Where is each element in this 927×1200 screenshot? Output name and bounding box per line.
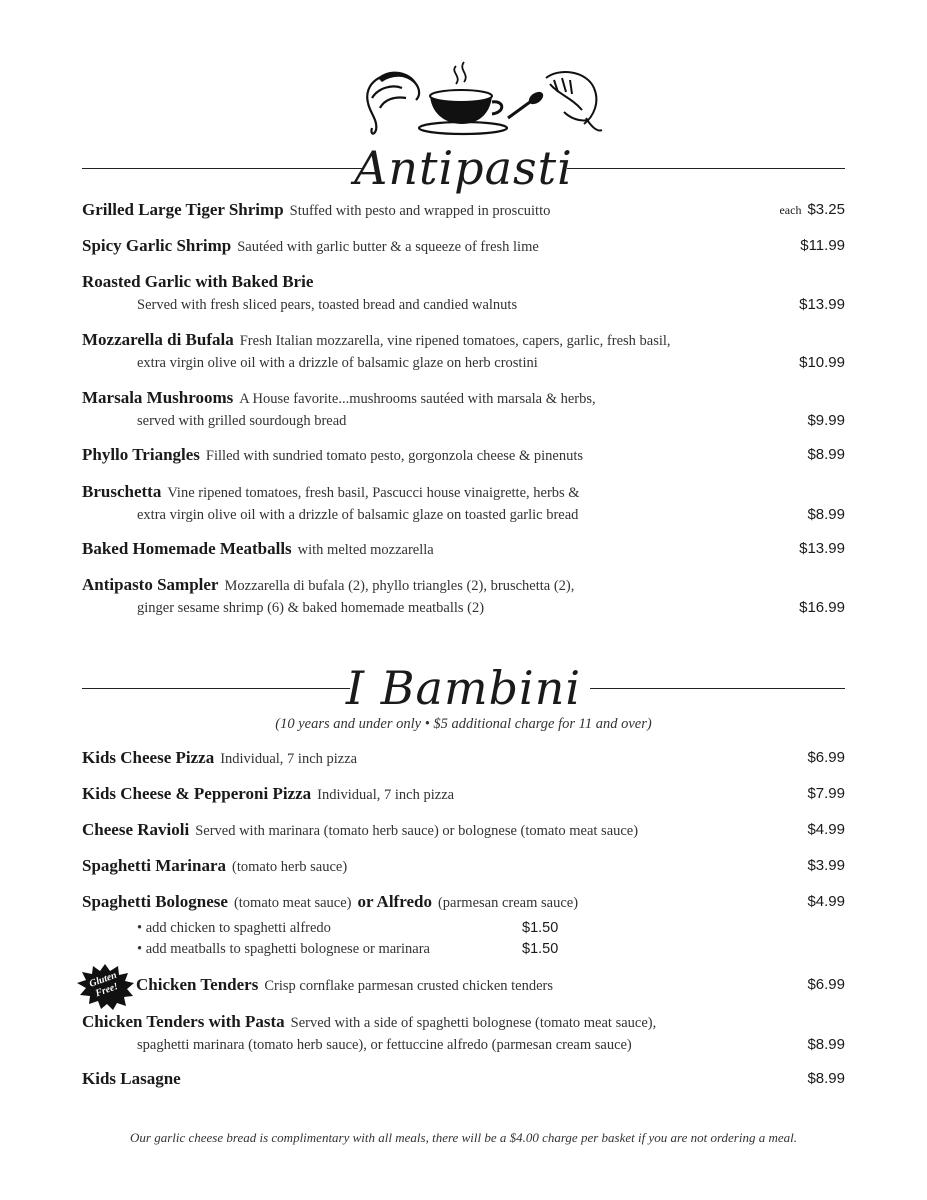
item-price: $8.99 <box>807 1036 845 1053</box>
food-ornament-icon <box>358 58 603 143</box>
item-name: Spicy Garlic Shrimp <box>82 236 232 255</box>
item-name: Kids Lasagne <box>82 1069 181 1088</box>
item-price: $8.99 <box>807 446 845 463</box>
heading-rule-right <box>567 168 845 169</box>
item-name: Baked Homemade Meatballs <box>82 539 292 558</box>
bambini-age-note: (10 years and under only • $5 additional charge for 11 and over) <box>275 716 652 732</box>
item-desc: (tomato meat sauce) <box>233 895 352 911</box>
item-name: Kids Cheese & Pepperoni Pizza <box>82 784 312 803</box>
menu-item <box>82 1067 845 1091</box>
heading-rule-right <box>590 688 845 689</box>
item-price: $9.99 <box>807 412 845 429</box>
item-desc-2: spaghetti marinara (tomato herb sauce), or fettuccine alfredo (parmesan cream sauce) <box>137 1037 632 1053</box>
bambini-title: I Bambini <box>345 661 582 715</box>
item-name: Spaghetti Marinara <box>82 856 227 875</box>
item-name-alt: or Alfredo <box>357 892 432 911</box>
menu-item <box>82 270 845 316</box>
item-price: $6.99 <box>807 749 845 766</box>
item-desc: A House favorite...mushrooms sautéed with marsala & herbs, <box>239 391 596 407</box>
item-desc-2: extra virgin olive oil with a drizzle of balsamic glaze on herb crostini <box>137 355 538 371</box>
item-desc-2: served with grilled sourdough bread <box>137 413 347 429</box>
item-name: Spaghetti Bolognese <box>82 892 228 911</box>
menu-item <box>82 818 845 842</box>
item-price: $3.99 <box>807 857 845 874</box>
menu-item <box>82 854 845 878</box>
item-name: Phyllo Triangles <box>82 445 200 464</box>
item-name: Mozzarella di Bufala <box>82 330 234 349</box>
item-desc: Served with a side of spaghetti bolognese (tomato meat sauce), <box>290 1015 657 1031</box>
item-desc: Individual, 7 inch pizza <box>317 787 455 803</box>
item-name: Grilled Large Tiger Shrimp <box>82 200 284 219</box>
item-price: $4.99 <box>807 821 845 838</box>
menu-item <box>136 973 845 997</box>
item-desc: Crisp cornflake parmesan crusted chicken tenders <box>264 978 554 994</box>
item-name: Kids Cheese Pizza <box>82 748 215 767</box>
item-name: Chicken Tenders <box>136 975 259 994</box>
antipasti-heading <box>82 138 845 198</box>
item-desc-2: extra virgin olive oil with a drizzle of balsamic glaze on toasted garlic bread <box>137 507 579 523</box>
addon-price: $1.50 <box>522 920 559 936</box>
menu-item <box>82 782 845 806</box>
item-price: $3.25 <box>807 201 845 218</box>
item-price: $6.99 <box>807 976 845 993</box>
item-price: $7.99 <box>807 785 845 802</box>
item-name: Antipasto Sampler <box>82 575 219 594</box>
item-price: $4.99 <box>807 893 845 910</box>
item-price: $8.99 <box>807 506 845 523</box>
item-price: $11.99 <box>800 237 845 254</box>
item-desc: Filled with sundried tomato pesto, gorgonzola cheese & pinenuts <box>205 448 583 464</box>
item-desc: Fresh Italian mozzarella, vine ripened tomatoes, capers, garlic, fresh basil, <box>239 333 671 349</box>
item-desc: Vine ripened tomatoes, fresh basil, Pascucci house vinaigrette, herbs & <box>167 485 580 501</box>
menu-item <box>82 328 845 374</box>
item-desc: (tomato herb sauce) <box>232 859 348 875</box>
item-desc: Served with fresh sliced pears, toasted bread and candied walnuts <box>137 297 518 313</box>
item-price: $13.99 <box>799 540 845 557</box>
item-name: Cheese Ravioli <box>82 820 190 839</box>
gluten-free-label: Gluten Free! <box>87 969 120 1000</box>
item-desc: Served with marinara (tomato herb sauce) or bolognese (tomato meat sauce) <box>195 823 639 839</box>
menu-item <box>82 746 845 770</box>
item-name: Chicken Tenders with Pasta <box>82 1012 285 1031</box>
antipasti-title: Antipasti <box>354 141 573 195</box>
menu-item <box>82 890 845 914</box>
menu-item <box>82 537 845 561</box>
addon-price: $1.50 <box>522 941 559 957</box>
item-desc: with melted mozzarella <box>297 542 434 558</box>
item-desc-alt: (parmesan cream sauce) <box>437 895 579 911</box>
menu-item <box>82 198 845 222</box>
item-price: $8.99 <box>807 1070 845 1087</box>
item-price: $13.99 <box>799 296 845 313</box>
menu-item <box>82 480 845 526</box>
addon-label: • add meatballs to spaghetti bolognese or marinara <box>137 941 430 957</box>
item-price: $10.99 <box>799 354 845 371</box>
menu-item <box>82 234 845 258</box>
gluten-free-badge <box>74 962 136 1010</box>
item-name: Roasted Garlic with Baked Brie <box>82 272 314 291</box>
item-desc: Stuffed with pesto and wrapped in proscuitto <box>289 203 551 219</box>
item-desc-2: ginger sesame shrimp (6) & baked homemade meatballs (2) <box>137 600 485 616</box>
footer-note: Our garlic cheese bread is complimentary with all meals, there will be a $4.00 charge per basket if you are not ordering a meal. <box>130 1130 797 1145</box>
item-desc: Sautéed with garlic butter & a squeeze of fresh lime <box>237 239 539 255</box>
item-price: $16.99 <box>799 599 845 616</box>
item-name: Marsala Mushrooms <box>82 388 234 407</box>
bambini-heading <box>82 658 845 718</box>
addon-label: • add chicken to spaghetti alfredo <box>137 920 331 936</box>
menu-item <box>82 1010 845 1056</box>
menu-item <box>82 386 845 432</box>
each-label: each <box>779 203 802 217</box>
item-name: Bruschetta <box>82 482 162 501</box>
item-desc: Mozzarella di bufala (2), phyllo triangles (2), bruschetta (2), <box>224 578 575 594</box>
menu-item <box>82 443 845 467</box>
menu-item <box>82 573 845 619</box>
item-desc: Individual, 7 inch pizza <box>220 751 358 767</box>
